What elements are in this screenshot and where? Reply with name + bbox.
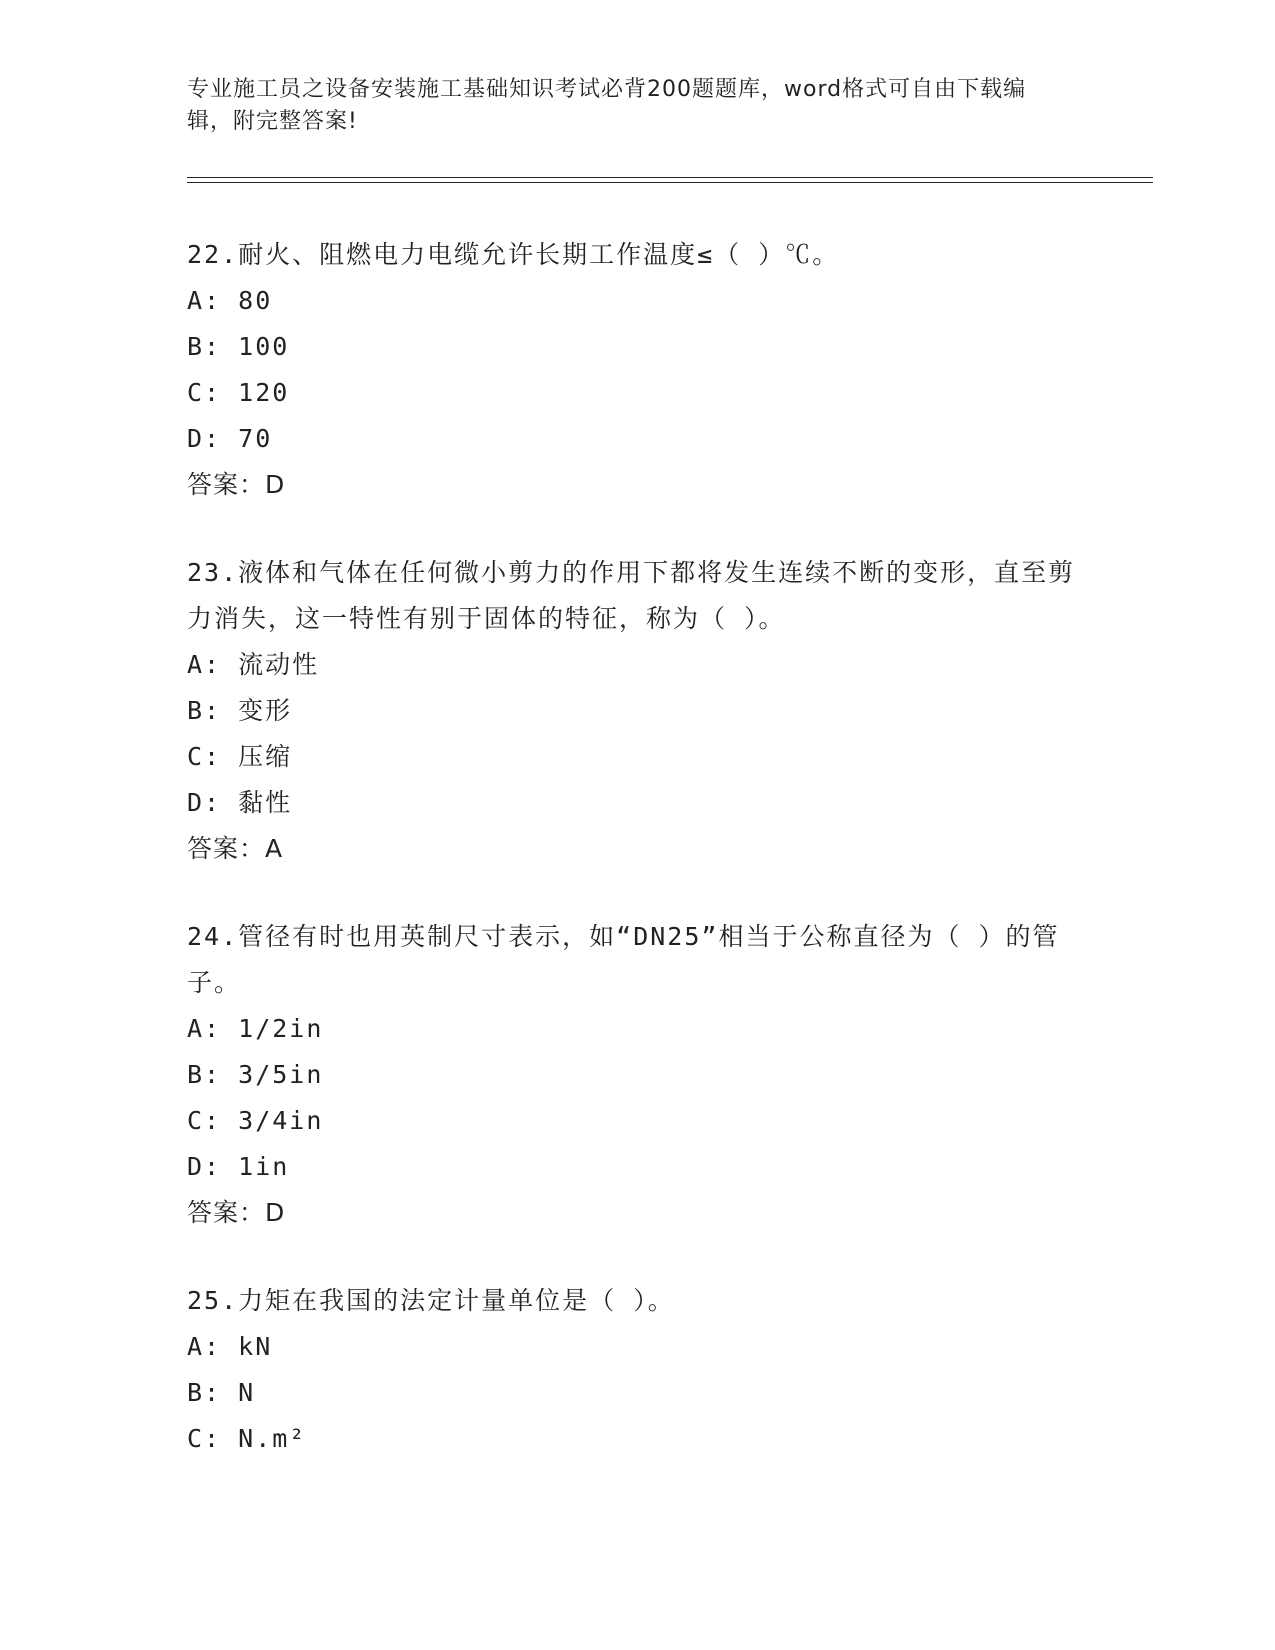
- header-divider-bottom: [187, 182, 1153, 183]
- answer: 答案：A: [187, 834, 284, 863]
- header-divider-top: [187, 177, 1153, 178]
- option-b: B: N: [187, 1378, 256, 1407]
- option-d: D: 70: [187, 424, 273, 453]
- question-text: 23.液体和气体在任何微小剪力的作用下都将发生连续不断的变形，直至剪力消失，这一特性有别于固体的特征，称为（ ）。: [187, 558, 1076, 633]
- option-a: A: 1/2in: [187, 1014, 324, 1043]
- option-a: A: kN: [187, 1332, 273, 1361]
- option-a: A: 80: [187, 286, 273, 315]
- option-c: C: N.m²: [187, 1424, 307, 1453]
- question-24: [187, 914, 1087, 1236]
- question-text: 25.力矩在我国的法定计量单位是（ ）。: [187, 1286, 675, 1315]
- option-b: B: 100: [187, 332, 290, 361]
- question-25: [187, 1278, 1087, 1462]
- option-b: B: 变形: [187, 696, 293, 725]
- question-list: [187, 232, 1087, 1504]
- answer: 答案：D: [187, 1198, 286, 1227]
- document-title: 专业施工员之设备安装施工基础知识考试必背200题题库，word格式可自由下载编辑，附完整答案!: [187, 77, 1027, 134]
- option-b: B: 3/5in: [187, 1060, 324, 1089]
- option-c: C: 压缩: [187, 742, 293, 771]
- question-text: 24.管径有时也用英制尺寸表示，如“DN25”相当于公称直径为（ ）的管子。: [187, 922, 1060, 997]
- question-22: [187, 232, 1087, 508]
- option-c: C: 120: [187, 378, 290, 407]
- option-a: A: 流动性: [187, 650, 320, 679]
- answer: 答案：D: [187, 470, 286, 499]
- question-23: [187, 550, 1087, 872]
- option-d: D: 黏性: [187, 788, 293, 817]
- option-d: D: 1in: [187, 1152, 290, 1181]
- question-text: 22.耐火、阻燃电力电缆允许长期工作温度≤（ ）℃。: [187, 240, 840, 269]
- option-c: C: 3/4in: [187, 1106, 324, 1135]
